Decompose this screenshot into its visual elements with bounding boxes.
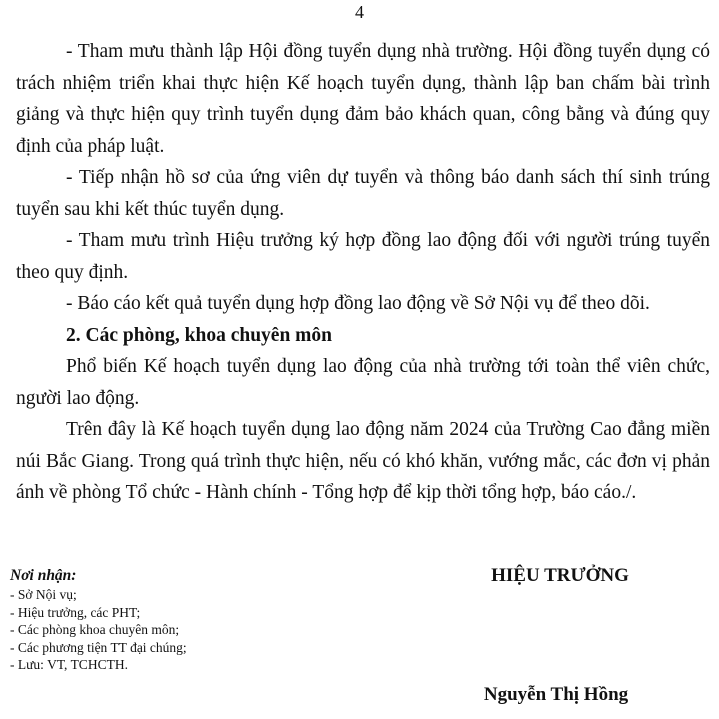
recipient-item: - Các phương tiện TT đại chúng; — [10, 639, 187, 655]
recipients-list — [10, 586, 340, 674]
signature-title: HIỆU TRƯỞNG — [491, 565, 629, 586]
section-paragraph: Phổ biến Kế hoạch tuyển dụng lao động của nhà trường tới toàn thể viên chức, người lao động. — [16, 356, 710, 409]
body-paragraph: - Báo cáo kết quả tuyển dụng hợp đồng lao động về Sở Nội vụ để theo dõi. — [66, 293, 650, 314]
recipient-item: - Sở Nội vụ; — [10, 587, 77, 602]
recipients-block — [10, 566, 340, 674]
section-heading: 2. Các phòng, khoa chuyên môn — [66, 324, 333, 346]
recipient-item: - Các phòng khoa chuyên môn; — [10, 622, 180, 637]
signature-name: Nguyễn Thị Hồng — [483, 684, 629, 705]
body-paragraph: - Tham mưu thành lập Hội đồng tuyển dụng nhà trường. Hội đồng tuyển dụng có trách nhiệm triển khai thực hiện Kế hoạch tuyển dụng, thành lập ban chấm bài trình giảng và thực hiện quy trình tuyển dụng đảm bảo khách quan, công bằng và đúng quy định của pháp luật. — [16, 41, 710, 157]
recipient-item: - Lưu: VT, TCHCTH. — [10, 657, 128, 672]
body-paragraph: - Tham mưu trình Hiệu trưởng ký hợp đồng lao động đối với người trúng tuyển theo quy định. — [16, 230, 710, 283]
body-paragraph: - Tiếp nhận hồ sơ của ứng viên dự tuyển và thông báo danh sách thí sinh trúng tuyển sau khi kết thúc tuyển dụng. — [16, 167, 710, 220]
closing-paragraph: Trên đây là Kế hoạch tuyển dụng lao động năm 2024 của Trường Cao đẳng miền núi Bắc Giang. Trong quá trình thực hiện, nếu có khó khăn, vướng mắc, các đơn vị phản ánh về phòng Tổ chức - Hành chính - Tổng hợp để kịp thời tổng hợp, báo cáo./. — [16, 419, 710, 503]
recipients-title: Nơi nhận: — [10, 567, 77, 584]
recipient-item: - Hiệu trưởng, các PHT; — [10, 604, 141, 620]
page-number: 4 — [355, 2, 364, 22]
document-body — [16, 36, 710, 509]
